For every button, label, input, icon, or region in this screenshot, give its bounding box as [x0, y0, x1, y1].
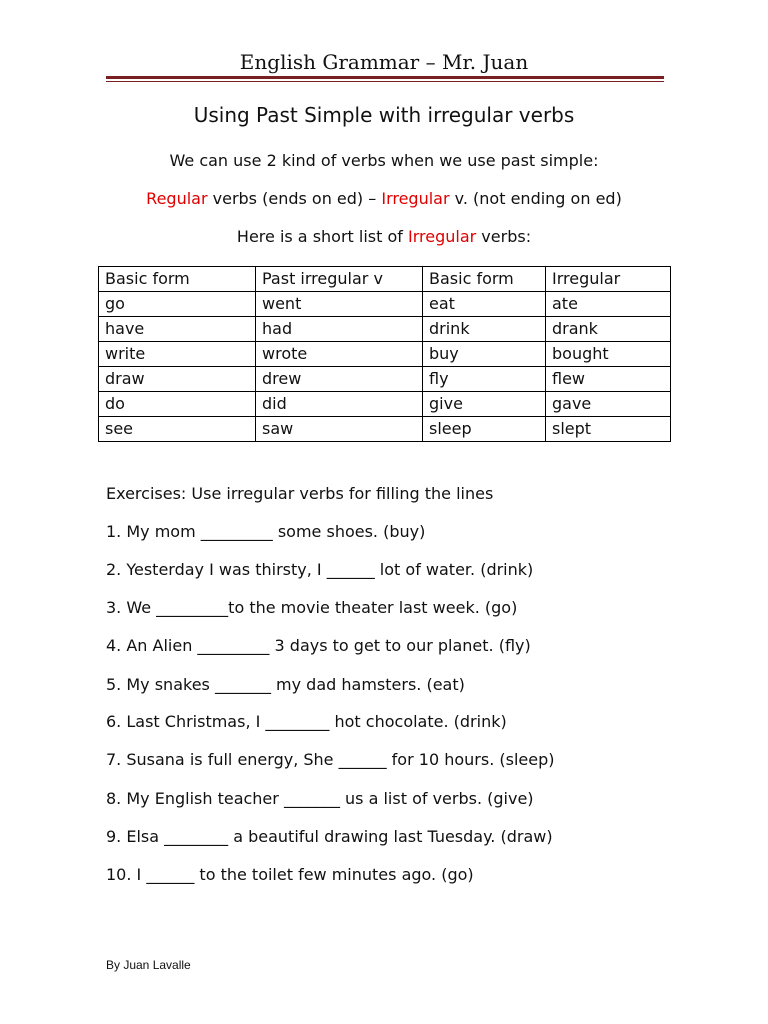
table-cell: buy [423, 342, 546, 367]
table-header-cell: Past irregular v [256, 267, 423, 292]
table-cell: had [256, 317, 423, 342]
irregular-word: Irregular [381, 189, 450, 208]
footer-author: By Juan Lavalle [106, 958, 191, 972]
table-row [99, 342, 671, 367]
intro-line-2 [0, 189, 768, 208]
table-cell: fly [423, 367, 546, 392]
table-cell: write [99, 342, 256, 367]
exercise-item-10: 10. I ______ to the toilet few minutes ago. (go) [106, 865, 474, 884]
table-cell: eat [423, 292, 546, 317]
table-cell: bought [546, 342, 671, 367]
header-rule-thick [106, 76, 664, 79]
exercise-item-2: 2. Yesterday I was thirsty, I ______ lot of water. (drink) [106, 560, 534, 579]
document-header: English Grammar – Mr. Juan [239, 50, 529, 74]
table-cell: draw [99, 367, 256, 392]
table-row [99, 292, 671, 317]
intro-line-3-start: Here is a short list of [236, 227, 408, 246]
table-cell: saw [256, 417, 423, 442]
exercise-item-6: 6. Last Christmas, I ________ hot chocolate. (drink) [106, 712, 507, 731]
table-cell: give [423, 392, 546, 417]
table-cell: ate [546, 292, 671, 317]
irregular-verbs-table [98, 266, 671, 442]
exercises-heading: Exercises: Use irregular verbs for filling the lines [106, 484, 494, 503]
intro-line-2-end: v. (not ending on ed) [449, 189, 622, 208]
table-cell: went [256, 292, 423, 317]
header-rule-thin [106, 81, 664, 82]
exercise-item-4: 4. An Alien _________ 3 days to get to our planet. (fly) [106, 636, 531, 655]
exercise-item-7: 7. Susana is full energy, She ______ for 10 hours. (sleep) [106, 750, 555, 769]
intro-line-1: We can use 2 kind of verbs when we use past simple: [169, 151, 599, 170]
table-header-row [99, 267, 671, 292]
table-header-cell: Irregular [546, 267, 671, 292]
table-cell: sleep [423, 417, 546, 442]
table-header-cell: Basic form [99, 267, 256, 292]
exercise-item-8: 8. My English teacher _______ us a list of verbs. (give) [106, 789, 534, 808]
table-cell: drew [256, 367, 423, 392]
table-row [99, 417, 671, 442]
table-cell: do [99, 392, 256, 417]
table-cell: gave [546, 392, 671, 417]
exercise-item-9: 9. Elsa ________ a beautiful drawing last Tuesday. (draw) [106, 827, 553, 846]
exercise-item-3: 3. We _________to the movie theater last week. (go) [106, 598, 518, 617]
table-cell: flew [546, 367, 671, 392]
table-row [99, 392, 671, 417]
regular-word: Regular [146, 189, 208, 208]
table-cell: slept [546, 417, 671, 442]
intro-line-2-mid: verbs (ends on ed) – [207, 189, 382, 208]
table-cell: did [256, 392, 423, 417]
page-title: Using Past Simple with irregular verbs [193, 103, 575, 127]
table-cell: drank [546, 317, 671, 342]
irregular-word: Irregular [408, 227, 477, 246]
exercise-item-1: 1. My mom _________ some shoes. (buy) [106, 522, 426, 541]
exercise-item-5: 5. My snakes _______ my dad hamsters. (eat) [106, 675, 465, 694]
table-cell: drink [423, 317, 546, 342]
intro-line-3-end: verbs: [476, 227, 532, 246]
table-row [99, 317, 671, 342]
table-row [99, 367, 671, 392]
table-cell: see [99, 417, 256, 442]
table-cell: have [99, 317, 256, 342]
table-cell: wrote [256, 342, 423, 367]
intro-line-3 [0, 227, 768, 246]
table-cell: go [99, 292, 256, 317]
table-header-cell: Basic form [423, 267, 546, 292]
